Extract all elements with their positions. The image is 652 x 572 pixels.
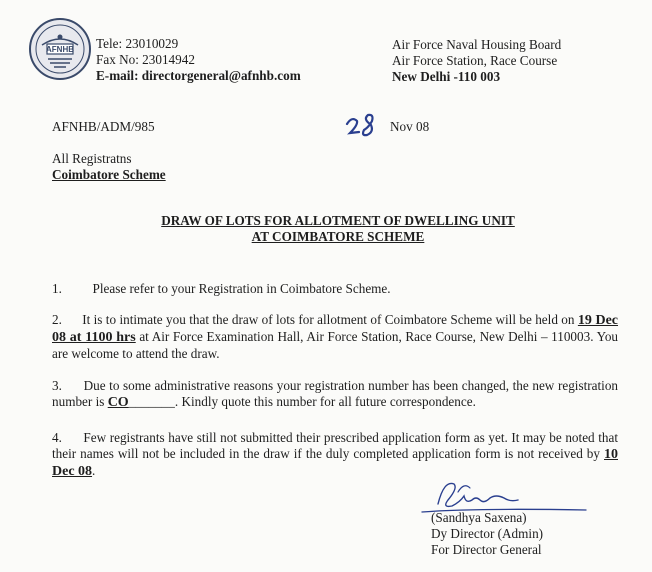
registration-code: CO (107, 395, 129, 410)
org-address-block (392, 37, 561, 85)
recipient-line2: Coimbatore Scheme (52, 167, 166, 182)
address-line2: New Delhi -110 003 (392, 69, 501, 84)
contact-block (96, 36, 301, 84)
form-deadline: 10 Dec 08 (52, 447, 618, 479)
paragraph-3 (52, 378, 618, 411)
paragraph-3-text-before: Due to some administrative reasons your registration number has been changed, the new registration number is (52, 378, 619, 409)
signatory-designation: Dy Director (Admin) (431, 526, 544, 541)
signatory-for: For Director General (431, 542, 542, 557)
subject-line2: AT COIMBATORE SCHEME (251, 229, 425, 244)
signatory-block (431, 510, 543, 558)
handwritten-day (344, 112, 388, 142)
paragraph-4-text-before: Few registrants have still not submitted their prescribed application form as yet. It may be noted that their names will not be included in the draw if the duly completed application form is not received by (52, 430, 618, 461)
paragraph-4-text-after: . (92, 463, 96, 478)
paragraph-3-text-after: . Kindly quote this number for all future correspondence. (174, 394, 476, 409)
paragraph-3-number: 3. (52, 378, 62, 393)
draw-date-time: 19 Dec 08 at 1100 hrs (52, 313, 619, 345)
paragraph-1-text: Please refer to your Registration in Coimbatore Scheme. (92, 281, 391, 296)
date-month-year: Nov 08 (390, 119, 430, 134)
org-name: Air Force Naval Housing Board (392, 37, 562, 52)
email-label: E-mail: (96, 68, 139, 83)
paragraph-1 (52, 281, 391, 297)
paragraph-4 (52, 430, 618, 480)
paragraph-2-text-after: at Air Force Examination Hall, Air Force Station, Race Course, New Delhi – 110003. You are welcome to attend the draw. (52, 329, 619, 361)
paragraph-2 (52, 312, 618, 362)
logo-text: AFNHB (46, 45, 74, 54)
recipient-block (52, 151, 166, 183)
recipient-line1: All Registratns (52, 151, 132, 166)
afnhb-emblem-icon (28, 17, 92, 81)
fax: Fax No: 23014942 (96, 52, 195, 67)
email-address[interactable]: directorgeneral@afnhb.com (141, 68, 301, 83)
registration-blank: _______ (128, 394, 175, 409)
signatory-name: (Sandhya Saxena) (431, 510, 527, 525)
paragraph-1-number: 1. (52, 281, 62, 296)
tele: Tele: 23010029 (96, 36, 179, 51)
subject-line1: DRAW OF LOTS FOR ALLOTMENT OF DWELLING UNIT (161, 213, 515, 228)
paragraph-2-text-before: It is to intimate you that the draw of lots for allotment of Coimbatore Scheme will be held on (82, 312, 575, 327)
paragraph-4-number: 4. (52, 430, 62, 445)
handwritten-day-text: 28 (344, 141, 345, 142)
email-line (96, 68, 301, 84)
paragraph-2-number: 2. (52, 312, 62, 327)
reference-number: AFNHB/ADM/985 (52, 119, 155, 134)
address-line1: Air Force Station, Race Course (392, 53, 558, 68)
